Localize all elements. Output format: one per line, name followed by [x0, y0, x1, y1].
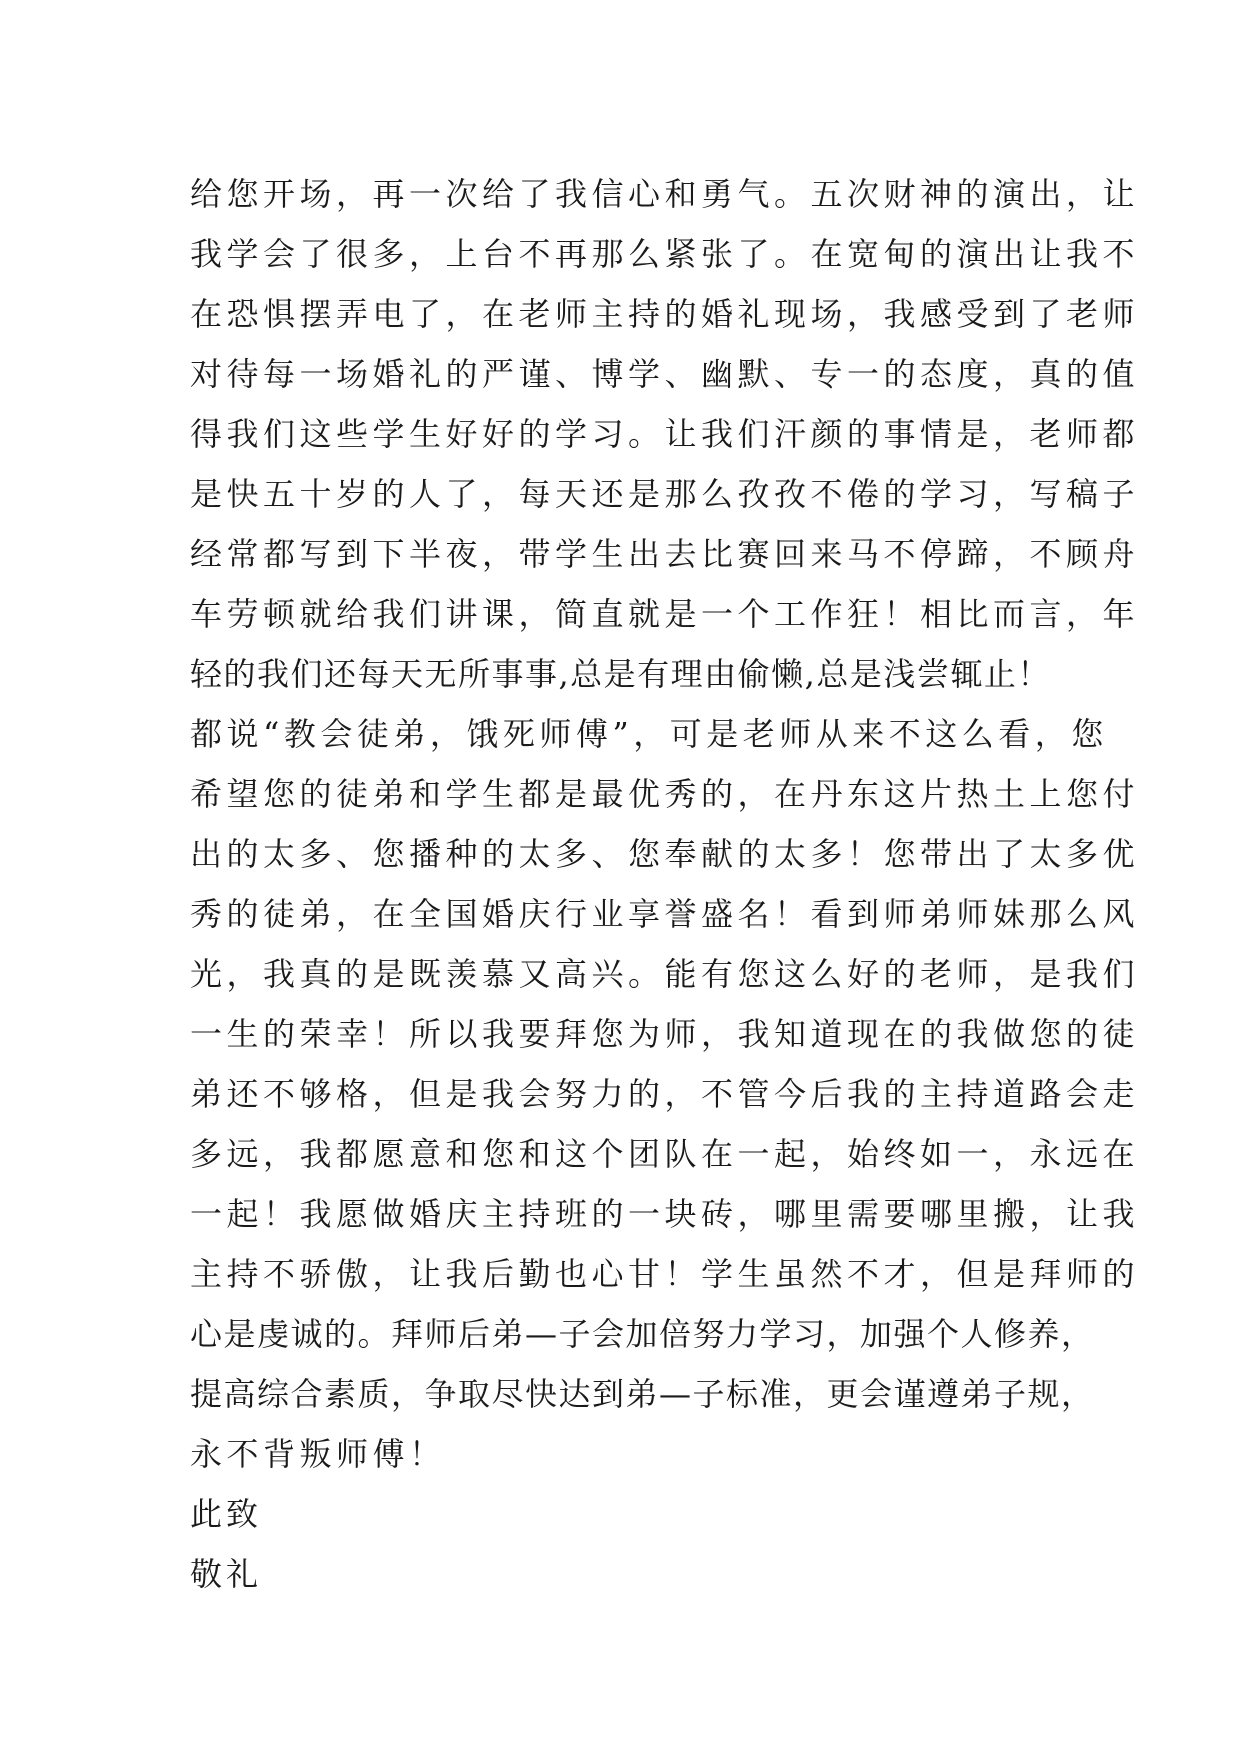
body-line: 都说“教会徒弟，饿死师傅”，可是老师从来不这么看，您	[190, 715, 1108, 753]
body-line: 得我们这些学生好好的学习。让我们汗颜的事情是，老师都	[190, 415, 1140, 453]
body-line: 永不背叛师傅！	[190, 1435, 446, 1473]
body-line: 一起！我愿做婚庆主持班的一块砖，哪里需要哪里搬，让我	[190, 1195, 1140, 1233]
body-line: 我学会了很多，上台不再那么紧张了。在宽甸的演出让我不	[190, 235, 1140, 273]
body-line: 多远，我都愿意和您和这个团队在一起，始终如一，永远在	[190, 1135, 1140, 1173]
closing-salutation: 此致	[190, 1495, 263, 1533]
body-line: 提高综合素质，争取尽快达到弟—子标准，更会谨遵弟子规，	[190, 1375, 1095, 1413]
body-line: 弟还不够格，但是我会努力的，不管今后我的主持道路会走	[190, 1075, 1140, 1113]
closing-regards: 敬礼	[190, 1555, 263, 1593]
letter-body	[190, 164, 1140, 1604]
body-line: 对待每一场婚礼的严谨、博学、幽默、专一的态度，真的值	[190, 355, 1140, 393]
body-line: 轻的我们还每天无所事事,总是有理由偷懒,总是浅尝辄止！	[190, 655, 1051, 693]
body-line: 一生的荣幸！所以我要拜您为师，我知道现在的我做您的徒	[190, 1015, 1140, 1053]
body-line: 主持不骄傲，让我后勤也心甘！学生虽然不才，但是拜师的	[190, 1255, 1140, 1293]
body-line: 心是虔诚的。拜师后弟—子会加倍努力学习，加强个人修养，	[190, 1315, 1095, 1353]
body-line: 给您开场，再一次给了我信心和勇气。五次财神的演出，让	[190, 175, 1140, 213]
body-line: 在恐惧摆弄电了，在老师主持的婚礼现场，我感受到了老师	[190, 295, 1140, 333]
body-line: 出的太多、您播种的太多、您奉献的太多！您带出了太多优	[190, 835, 1140, 873]
body-line: 希望您的徒弟和学生都是最优秀的，在丹东这片热土上您付	[190, 775, 1140, 813]
body-line: 是快五十岁的人了，每天还是那么孜孜不倦的学习，写稿子	[190, 475, 1140, 513]
body-line: 秀的徒弟，在全国婚庆行业享誉盛名！看到师弟师妹那么风	[190, 895, 1140, 933]
body-line: 经常都写到下半夜，带学生出去比赛回来马不停蹄，不顾舟	[190, 535, 1140, 573]
body-line: 光，我真的是既羡慕又高兴。能有您这么好的老师，是我们	[190, 955, 1140, 993]
body-line: 车劳顿就给我们讲课，简直就是一个工作狂！相比而言，年	[190, 595, 1140, 633]
